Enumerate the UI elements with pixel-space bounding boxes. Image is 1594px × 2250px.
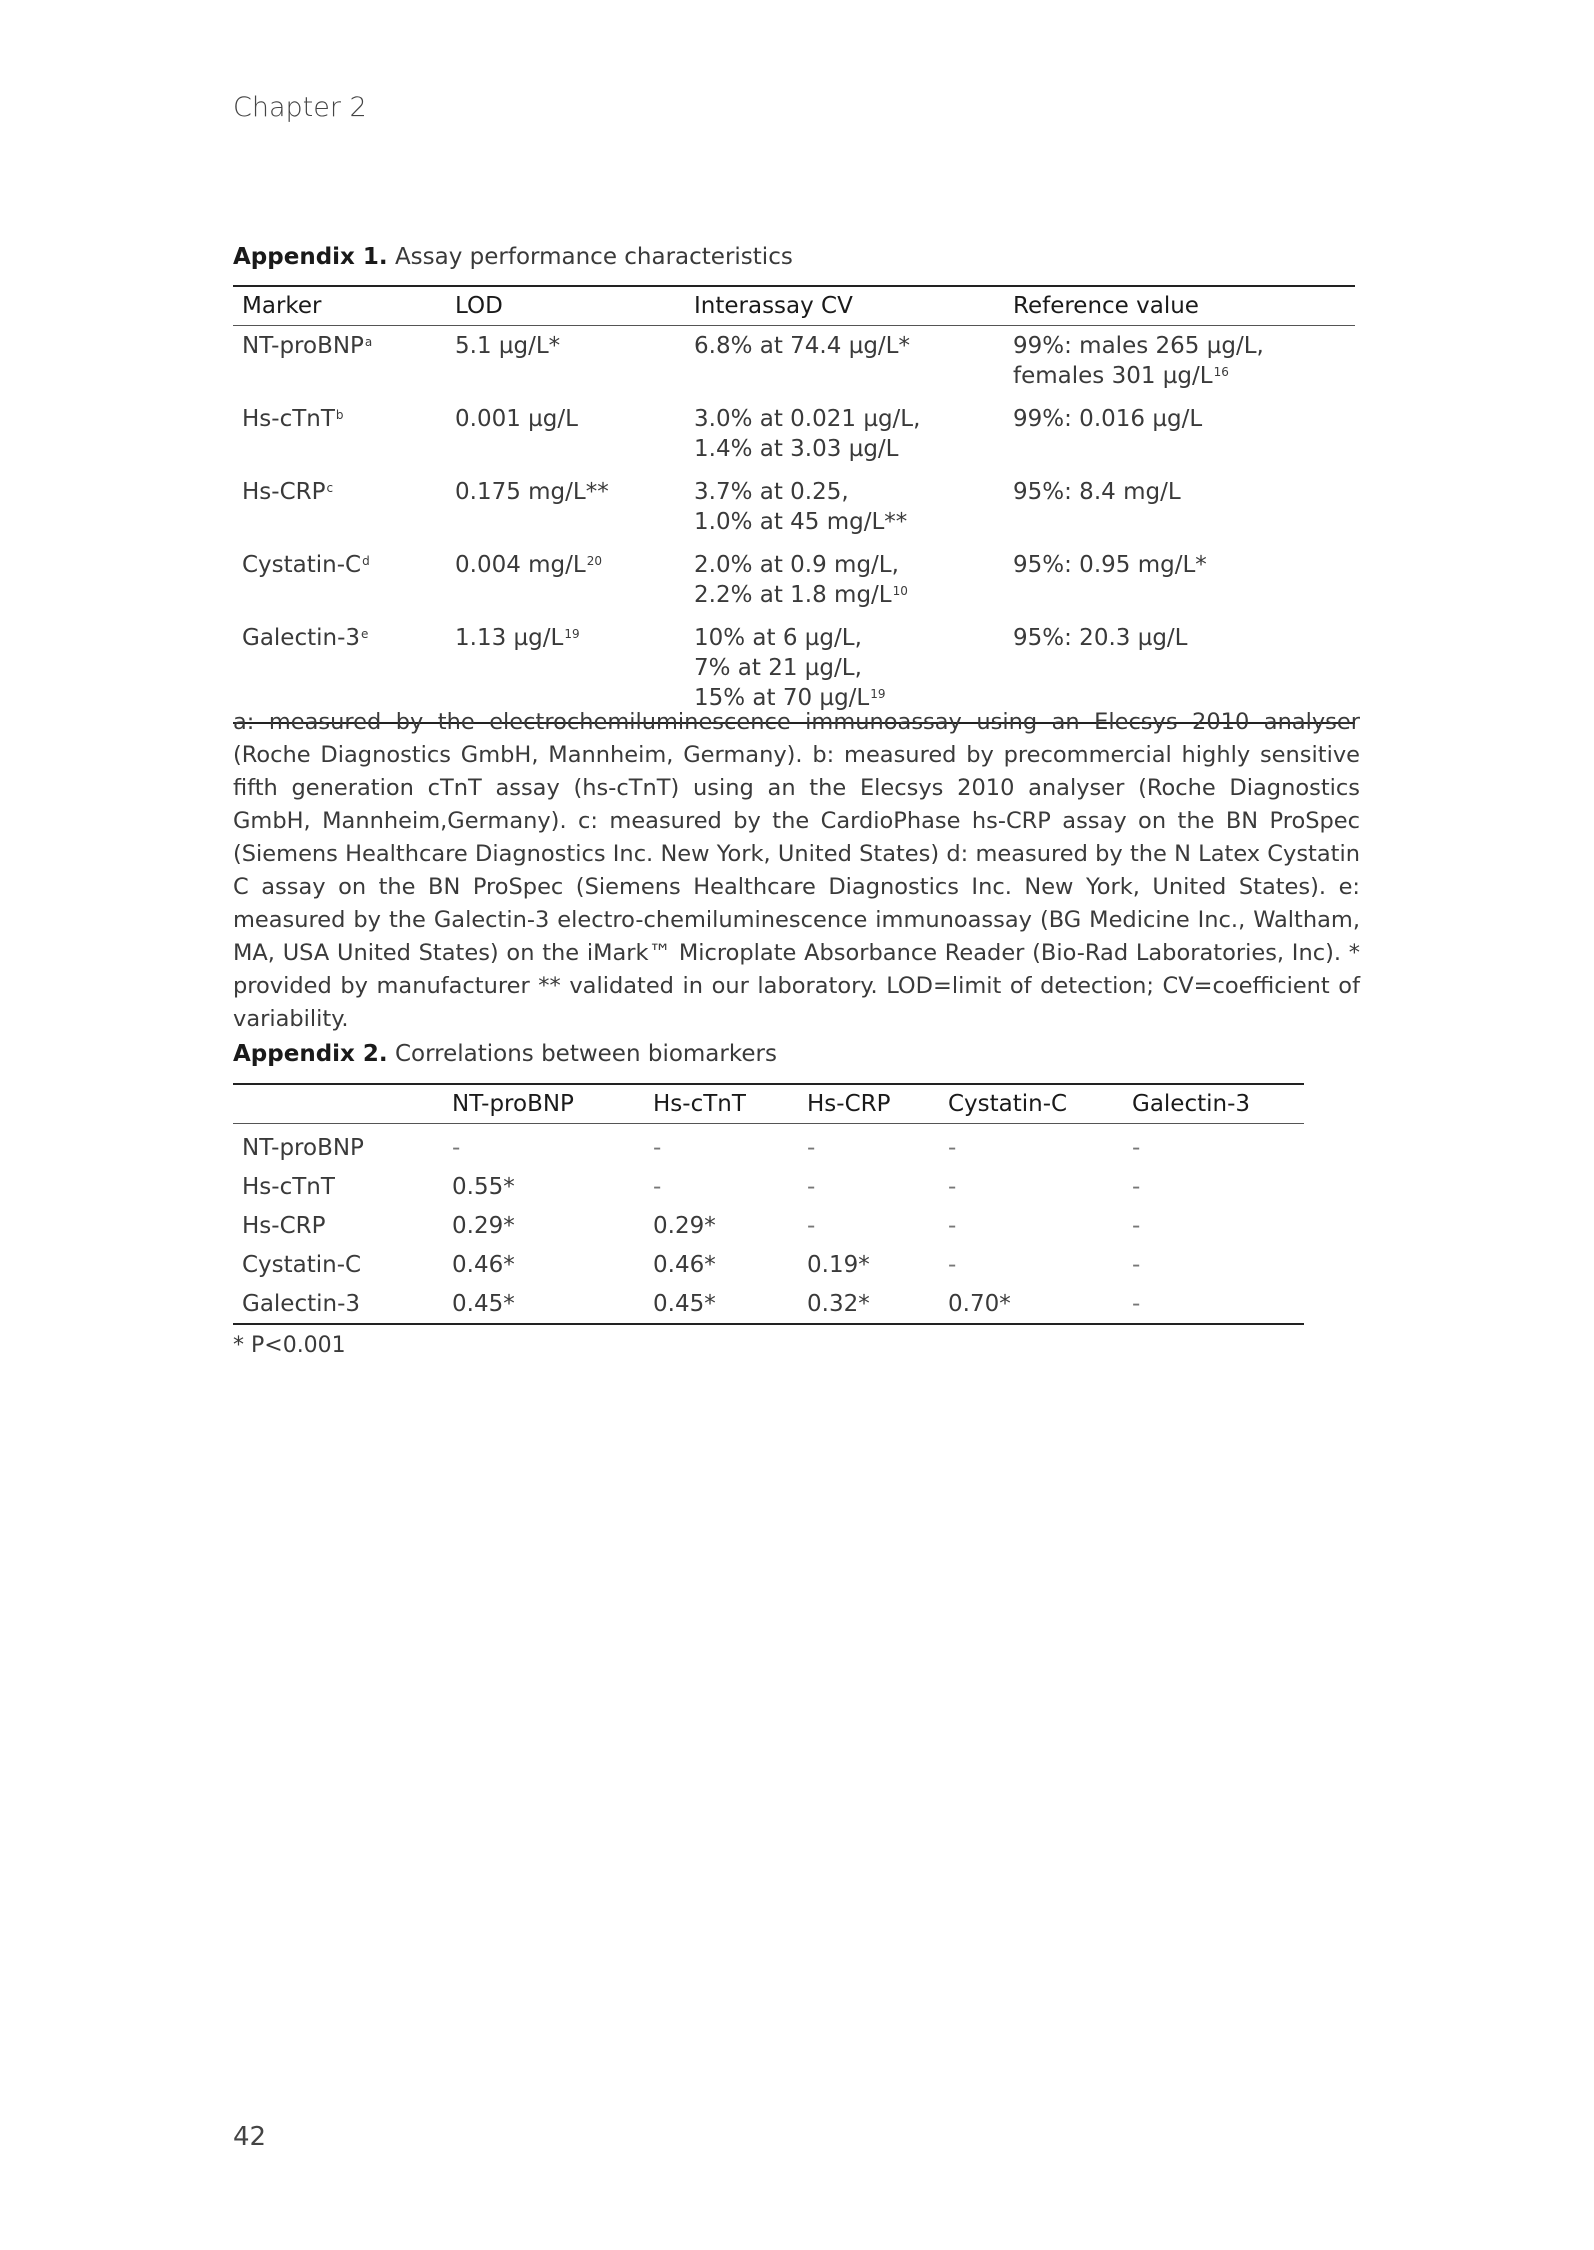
appendix1-footnote: a: measured by the electrochemiluminescence immunoassay using an Elecsys 2010 analyser (Roche Diagnostics GmbH, Mannheim, Germany). b: measured by precommercial highly sensitive fifth generation cTnT assay (hs-cTnT) using an the Elecsys 2010 analyser (Roche Diagnostics GmbH, Mannheim,Germany). c: measured by the CardioPhase hs-CRP assay on the BN ProSpec (Siemens Healthcare Diagnostics Inc. New York, United States) d: measured by the N Latex Cystatin C assay on the BN ProSpec (Siemens Healthcare Diagnostics Inc. New York, United States). e: measured by the Galectin-3 electro-chemiluminescence immunoassay (BG Medicine Inc., Waltham, MA, USA United States) on the iMark™ Microplate Absorbance Reader (Bio-Rad Laboratories, Inc). * provided by manufacturer ** validated in our laboratory. LOD=limit of detection; CV=coefficient of variability. [233,709,1360,1032]
marker-cell [233,400,446,473]
cv-ref: 19 [870,687,886,701]
appendix1-title: Assay performance characteristics [394,244,793,270]
lod-cell [446,400,685,473]
row-label: Cystatin-C [242,1251,362,1278]
cv-line-1: 10% at 6 µg/L, [694,625,862,651]
correlation-cell: - [1132,1173,1141,1200]
correlation-cell: - [653,1173,662,1200]
cv-line-2 [694,653,994,683]
cv-line-2 [694,507,994,537]
assay-row [233,473,1355,546]
lod-ref: 20 [586,554,603,568]
correlation-cell: 0.29* [452,1212,515,1239]
cv-ref: 10 [892,584,908,598]
assay-row [233,546,1355,619]
marker-name: Galectin-3 [242,625,361,651]
col-header-reference: Reference value [1004,286,1355,326]
correlation-cell: - [807,1173,816,1200]
correlation-cell: 0.29* [653,1212,716,1239]
marker-name: NT-proBNP [242,333,364,359]
cv-line-2-text: 1.0% at 45 mg/L** [694,509,908,535]
cv-line-2 [694,434,994,464]
col-header-galectin3: Galectin-3 [1123,1084,1304,1124]
appendix2-label: Appendix 2. [233,1041,388,1067]
row-label: NT-proBNP [242,1134,364,1161]
ref-line-1: 95%: 8.4 mg/L [1013,479,1181,505]
cv-cell [685,400,1004,473]
lod-cell [446,326,685,401]
correlation-cell: 0.46* [452,1251,515,1278]
marker-footnote-ref: e [361,627,369,641]
page-number: 42 [233,2122,267,2152]
lod-value: 5.1 µg/L* [455,333,561,359]
correlation-cell: 0.45* [653,1290,716,1317]
lod-ref: 19 [564,627,580,641]
col-header-lod: LOD [446,286,685,326]
marker-name: Cystatin-C [242,552,362,578]
correlation-row [233,1284,1304,1324]
ref-line-1: 99%: males 265 µg/L, [1013,333,1264,359]
correlation-cell: - [452,1134,461,1161]
reference-cell [1004,473,1355,546]
cv-cell [685,473,1004,546]
correlation-row [233,1245,1304,1284]
correlation-cell: - [948,1251,957,1278]
col-header-cystatinc: Cystatin-C [939,1084,1123,1124]
lod-cell [446,473,685,546]
appendix2-title: Correlations between biomarkers [394,1041,777,1067]
reference-ref: 16 [1213,365,1229,379]
correlation-cell: 0.45* [452,1290,515,1317]
marker-cell [233,473,446,546]
lod-value: 0.004 mg/L [455,552,586,578]
assay-row [233,400,1355,473]
cv-line-3-text: 15% at 70 µg/L [694,685,870,711]
correlation-cell: - [1132,1212,1141,1239]
reference-cell [1004,400,1355,473]
cv-line-2-text: 2.2% at 1.8 mg/L [694,582,892,608]
appendix2-caption [233,1041,777,1067]
correlation-cell: 0.32* [807,1290,870,1317]
cv-line-1: 2.0% at 0.9 mg/L, [694,552,899,578]
correlation-cell: - [1132,1290,1141,1317]
reference-cell [1004,326,1355,401]
correlation-cell: 0.55* [452,1173,515,1200]
correlation-cell: - [948,1134,957,1161]
marker-name: Hs-cTnT [242,406,335,432]
col-header-hsctnt: Hs-cTnT [644,1084,798,1124]
row-label: Hs-CRP [242,1212,326,1239]
col-header-ntprobnp: NT-proBNP [443,1084,644,1124]
correlation-cell: - [1132,1251,1141,1278]
assay-row [233,326,1355,401]
correlation-cell: 0.70* [948,1290,1011,1317]
col-header-hscrp: Hs-CRP [798,1084,939,1124]
correlation-row [233,1124,1304,1168]
lod-value: 0.001 µg/L [455,406,578,432]
marker-cell [233,546,446,619]
correlation-cell: - [807,1212,816,1239]
cv-line-1: 3.0% at 0.021 µg/L, [694,406,921,432]
correlation-cell: - [948,1212,957,1239]
correlation-cell: - [807,1134,816,1161]
correlation-cell: 0.46* [653,1251,716,1278]
lod-value: 1.13 µg/L [455,625,564,651]
marker-footnote-ref: b [335,408,344,422]
lod-cell [446,546,685,619]
marker-name: Hs-CRP [242,479,326,505]
correlation-cell: - [653,1134,662,1161]
marker-footnote-ref: a [364,335,373,349]
correlation-cell: 0.19* [807,1251,870,1278]
ref-line-2-text: females 301 µg/L [1013,363,1213,389]
ref-line-1: 99%: 0.016 µg/L [1013,406,1203,432]
col-header-cv: Interassay CV [685,286,1004,326]
col-header-empty [233,1084,443,1124]
row-label: Hs-cTnT [242,1173,335,1200]
lod-value: 0.175 mg/L** [455,479,609,505]
correlation-cell: - [948,1173,957,1200]
cv-line-2-text: 7% at 21 µg/L, [694,655,862,681]
cv-line-1: 6.8% at 74.4 µg/L* [694,333,910,359]
cv-cell [685,546,1004,619]
cv-cell [685,326,1004,401]
page-header: Chapter 2 [233,92,367,123]
correlation-row [233,1206,1304,1245]
correlation-cell: - [1132,1134,1141,1161]
marker-footnote-ref: c [326,481,334,495]
cv-line-2 [694,580,994,610]
ref-line-2 [1013,361,1345,391]
row-label: Galectin-3 [242,1290,361,1317]
appendix2-footnote: * P<0.001 [233,1333,346,1358]
ref-line-1: 95%: 20.3 µg/L [1013,625,1188,651]
assay-header-row [233,286,1355,326]
correlation-header-row [233,1084,1304,1124]
appendix1-label: Appendix 1. [233,244,388,270]
marker-cell [233,326,446,401]
appendix1-caption [233,244,793,270]
correlation-table [233,1083,1304,1325]
reference-cell [1004,546,1355,619]
cv-line-2-text: 1.4% at 3.03 µg/L [694,436,899,462]
col-header-marker: Marker [233,286,446,326]
marker-footnote-ref: d [362,554,370,568]
ref-line-1: 95%: 0.95 mg/L* [1013,552,1207,578]
cv-line-1: 3.7% at 0.25, [694,479,849,505]
assay-table [233,285,1355,724]
correlation-row [233,1167,1304,1206]
